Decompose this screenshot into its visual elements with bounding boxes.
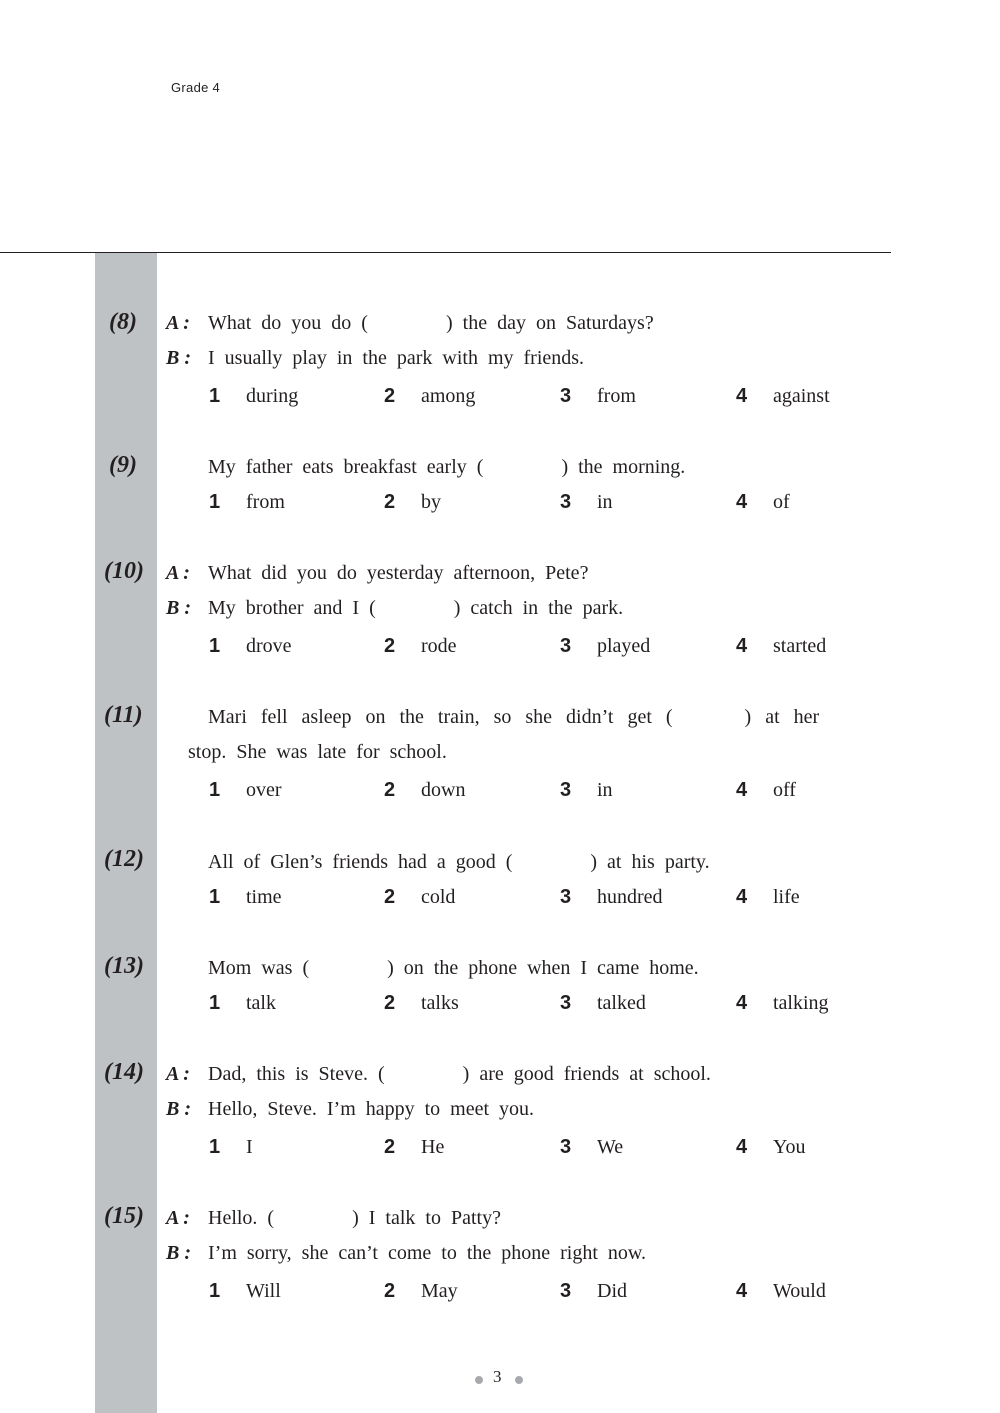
question-text-continued: stop. She was late for school. bbox=[188, 741, 447, 763]
speaker-label: A : bbox=[166, 1207, 190, 1229]
question-number: (8) bbox=[109, 309, 137, 335]
page-number bbox=[475, 1367, 525, 1389]
question-text: Hello. ( ) I talk to Patty? bbox=[208, 1207, 501, 1229]
question-number: (14) bbox=[104, 1059, 144, 1085]
question-text: What do you do ( ) the day on Saturdays? bbox=[208, 312, 654, 334]
question-number: (13) bbox=[104, 953, 144, 979]
speaker-label: B : bbox=[166, 347, 191, 369]
page-number-text: 3 bbox=[493, 1367, 502, 1386]
page-dot-right bbox=[515, 1376, 523, 1384]
question-text: My father eats breakfast early ( ) the morning. bbox=[208, 456, 686, 478]
question-text: What did you do yesterday afternoon, Pete? bbox=[208, 562, 589, 584]
question-text: Dad, this is Steve. ( ) are good friends at school. bbox=[208, 1063, 711, 1085]
question-text: Mari fell asleep on the train, so she didn’t get ( ) at her bbox=[208, 706, 820, 728]
speaker-label: B : bbox=[166, 1242, 191, 1264]
question-number: (12) bbox=[104, 846, 144, 872]
question-text: All of Glen’s friends had a good ( ) at his party. bbox=[208, 851, 710, 873]
speaker-label: B : bbox=[166, 1098, 191, 1120]
page-dot-left bbox=[475, 1376, 483, 1384]
question-number: (15) bbox=[104, 1203, 144, 1229]
question-text: My brother and I ( ) catch in the park. bbox=[208, 597, 624, 619]
question-number: (9) bbox=[109, 452, 137, 478]
speaker-label: A : bbox=[166, 562, 190, 584]
side-bar bbox=[95, 253, 157, 1413]
question-text: I usually play in the park with my friends. bbox=[208, 347, 585, 369]
question-text: Mom was ( ) on the phone when I came home. bbox=[208, 957, 699, 979]
speaker-label: B : bbox=[166, 597, 191, 619]
speaker-label: A : bbox=[166, 312, 190, 334]
question-number: (11) bbox=[104, 702, 143, 728]
speaker-label: A : bbox=[166, 1063, 190, 1085]
question-number: (10) bbox=[104, 558, 144, 584]
question-text: Hello, Steve. I’m happy to meet you. bbox=[208, 1098, 535, 1120]
question-text: I’m sorry, she can’t come to the phone right now. bbox=[208, 1242, 647, 1264]
grade-label: Grade 4 bbox=[171, 80, 221, 95]
